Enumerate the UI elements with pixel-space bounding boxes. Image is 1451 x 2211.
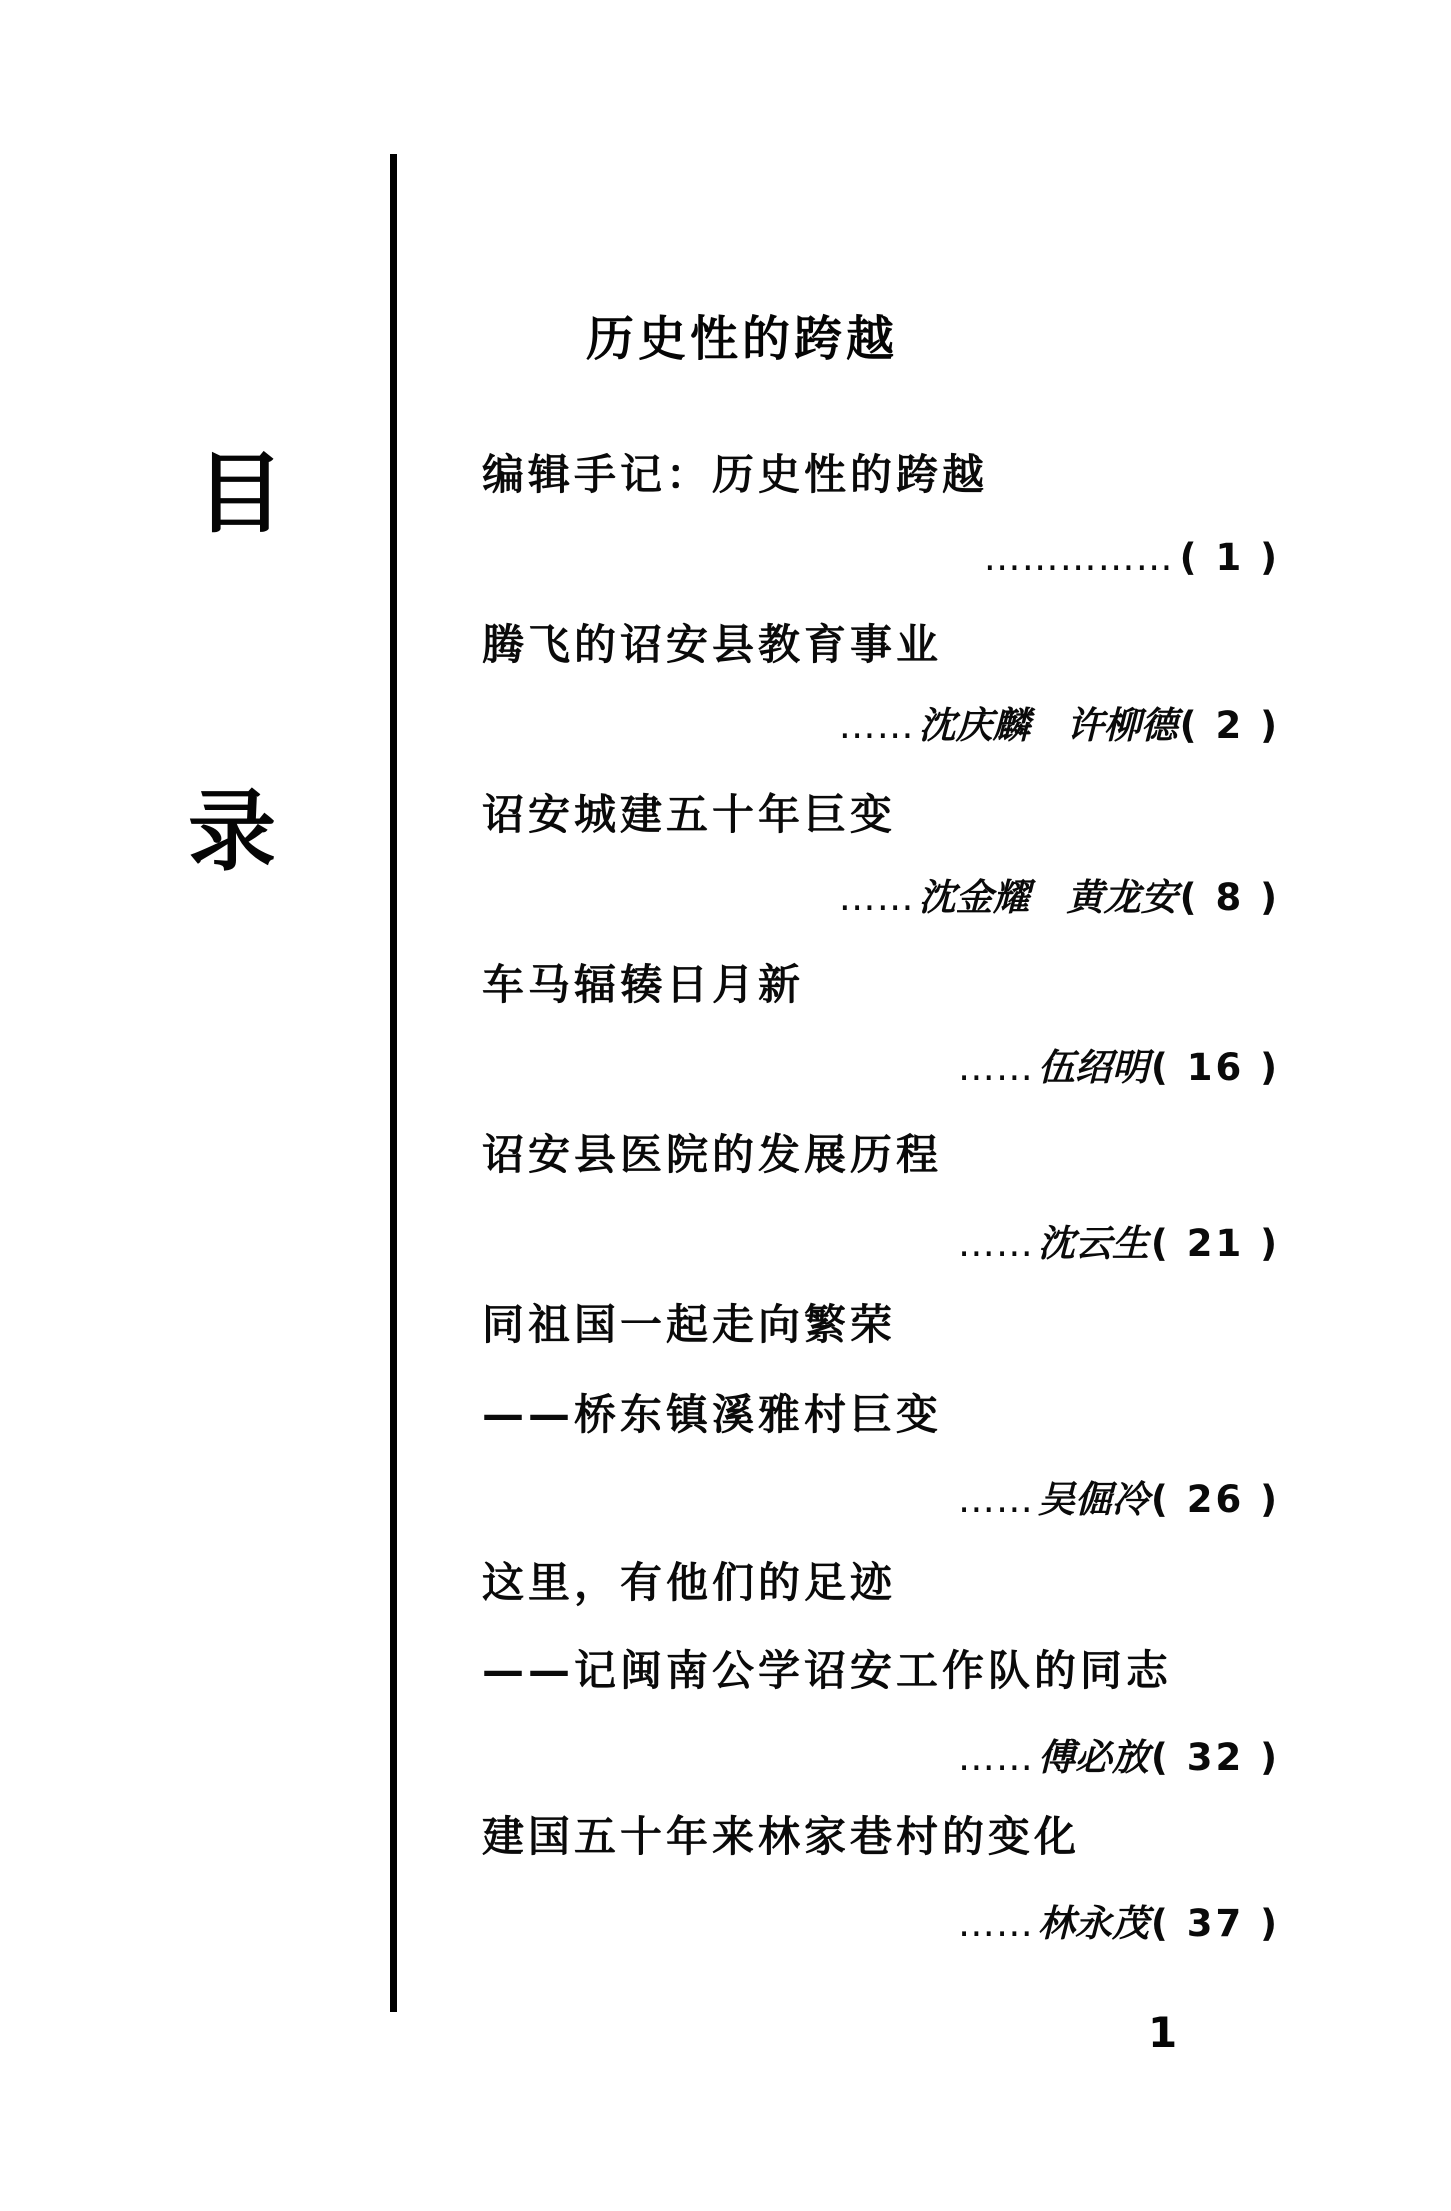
toc-label-mu: 目	[196, 442, 285, 545]
toc-label-lu: 录	[188, 780, 277, 883]
toc-entry-page: ( 26 )	[1150, 1478, 1280, 1521]
section-title: 历史性的跨越	[586, 311, 899, 367]
toc-entry-pageline	[482, 1904, 1280, 1945]
toc-entry-authors: 吴倔冷	[1037, 1478, 1149, 1521]
toc-entry-leader: ……	[838, 876, 915, 919]
vertical-divider	[390, 154, 397, 2012]
toc-entry-pageline	[482, 1738, 1280, 1779]
toc-entry-title: 诏安城建五十年巨变	[482, 790, 897, 839]
toc-entry-page: ( 21 )	[1150, 1222, 1280, 1265]
toc-entry-leader: ……………	[983, 536, 1174, 579]
toc-entry-leader: ……	[957, 1046, 1034, 1089]
toc-entry-pageline	[482, 538, 1280, 579]
toc-entry-pageline	[482, 878, 1280, 919]
toc-entry-page: ( 1 )	[1179, 536, 1280, 579]
toc-entry-title: 诏安县医院的发展历程	[482, 1130, 943, 1179]
toc-entry-authors: 林永茂	[1037, 1902, 1149, 1945]
toc-entry-pageline	[482, 1224, 1280, 1265]
toc-entry-title: 同祖国一起走向繁荣	[482, 1300, 897, 1349]
toc-entry-title: 车马辐辏日月新	[482, 960, 805, 1009]
page-number: 1	[1148, 2008, 1178, 2057]
toc-entry-pageline	[482, 706, 1280, 747]
toc-entry-authors: 沈庆麟 许柳德	[918, 704, 1178, 747]
toc-entry-authors: 沈金耀 黄龙安	[918, 876, 1178, 919]
toc-entry-page: ( 16 )	[1150, 1046, 1280, 1089]
toc-entry-title: 这里，有他们的足迹	[482, 1558, 897, 1607]
toc-entry-page: ( 2 )	[1179, 704, 1280, 747]
toc-entry-leader: ……	[838, 704, 915, 747]
toc-entry-pageline	[482, 1480, 1280, 1521]
toc-entry-title: 建国五十年来林家巷村的变化	[482, 1812, 1081, 1861]
toc-entry-page: ( 8 )	[1179, 876, 1280, 919]
toc-entry-leader: ……	[957, 1902, 1034, 1945]
toc-entry-title: 腾飞的诏安县教育事业	[482, 620, 943, 669]
toc-entry-pageline	[482, 1048, 1280, 1089]
toc-entry-leader: ……	[957, 1478, 1034, 1521]
toc-entry-page: ( 32 )	[1150, 1736, 1280, 1779]
toc-entry-authors: 傅必放	[1037, 1736, 1149, 1779]
toc-entry-authors: 沈云生	[1037, 1222, 1149, 1265]
toc-entry-authors: 伍绍明	[1037, 1046, 1149, 1089]
toc-entry-subtitle: ——记闽南公学诏安工作队的同志	[482, 1646, 1173, 1695]
toc-entry-page: ( 37 )	[1150, 1902, 1280, 1945]
toc-entry-leader: ……	[957, 1222, 1034, 1265]
toc-entry-subtitle: ——桥东镇溪雅村巨变	[482, 1390, 943, 1439]
toc-entry-leader: ……	[957, 1736, 1034, 1779]
toc-entry-title: 编辑手记：历史性的跨越	[482, 450, 989, 499]
